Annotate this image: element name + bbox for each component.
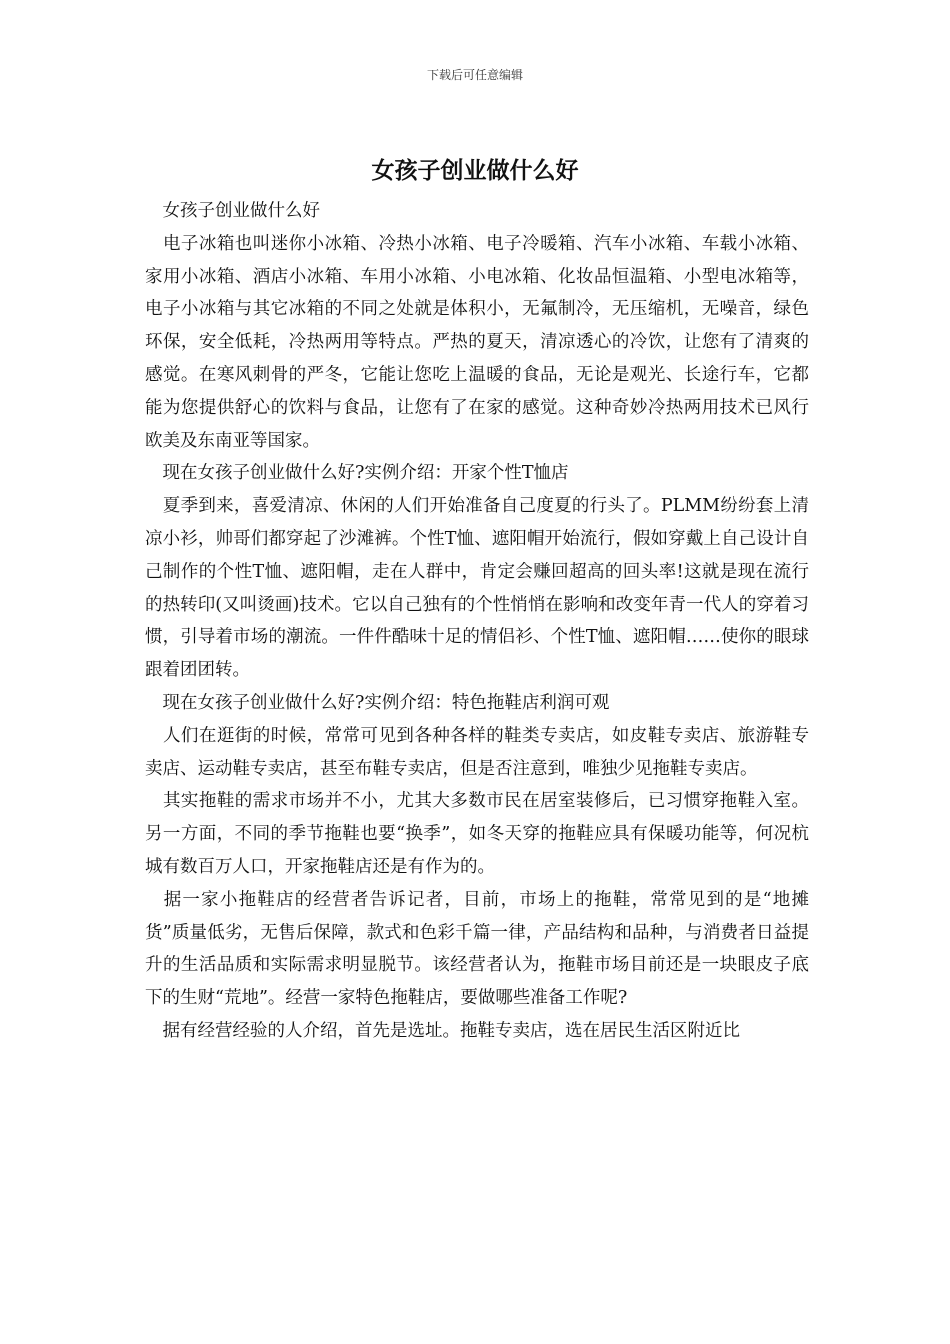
paragraph: 夏季到来，喜爱清凉、休闲的人们开始准备自己度夏的行头了。PLMM纷纷套上清凉小衫，帅哥们都穿起了沙滩裤。个性T恤、遮阳帽开始流行，假如穿戴上自己设计自己制作的个性T恤、遮阳帽，走在人群中，肯定会赚回超高的回头率!这就是现在流行的热转印(又叫烫画)技术。它以自己独有的个性悄悄在影响和改变年青一代人的穿着习惯，引导着市场的潮流。一件件酷味十足的情侣衫、个性T恤、遮阳帽……使你的眼球跟着团团转。 xyxy=(145,496,809,681)
page-header-note: 下载后可任意编辑 xyxy=(426,68,523,82)
paragraph: 电子冰箱也叫迷你小冰箱、冷热小冰箱、电子冷暖箱、汽车小冰箱、车载小冰箱、家用小冰箱、酒店小冰箱、车用小冰箱、小电冰箱、化妆品恒温箱、小型电冰箱等，电子小冰箱与其它冰箱的不同之处就是体积小，无氟制冷，无压缩机，无噪音，绿色环保，安全低耗，冷热两用等特点。严热的夏天，清凉透心的冷饮，让您有了清爽的感觉。在寒风刺骨的严冬，它能让您吃上温暖的食品，无论是观光、长途行车，它都能为您提供舒心的饮料与食品，让您有了在家的感觉。这种奇妙冷热两用技术已风行欧美及东南亚等国家。 xyxy=(145,233,809,451)
paragraph: 现在女孩子创业做什么好?实例介绍：开家个性T恤店 xyxy=(145,463,569,484)
paragraph: 女孩子创业做什么好 xyxy=(145,201,320,221)
paragraph: 据有经营经验的人介绍，首先是选址。拖鞋专卖店，选在居民生活区附近比 xyxy=(145,1020,740,1041)
paragraph: 人们在逛街的时候，常常可见到各种各样的鞋类专卖店，如皮鞋专卖店、旅游鞋专卖店、运动鞋专卖店，甚至布鞋专卖店，但是否注意到，唯独少见拖鞋专卖店。 xyxy=(145,725,809,779)
paragraph: 其实拖鞋的需求市场并不小，尤其大多数市民在居室装修后，已习惯穿拖鞋入室。另一方面，不同的季节拖鞋也要“换季”，如冬天穿的拖鞋应具有保暖功能等，何况杭城有数百万人口，开家拖鞋店还是有作为的。 xyxy=(145,791,809,877)
paragraph: 现在女孩子创业做什么好?实例介绍：特色拖鞋店利润可观 xyxy=(145,692,610,713)
document-title: 女孩子创业做什么好 xyxy=(371,157,579,184)
document-body xyxy=(145,195,809,1048)
paragraph: 据一家小拖鞋店的经营者告诉记者，目前，市场上的拖鞋，常常见到的是“地摊货”质量低劣，无售后保障，款式和色彩千篇一律，产品结构和品种，与消费者日益提升的生活品质和实际需求明显脱节。该经营者认为，拖鞋市场目前还是一块眼皮子底下的生财“荒地”。经营一家特色拖鞋店，要做哪些准备工作呢? xyxy=(145,889,809,1009)
